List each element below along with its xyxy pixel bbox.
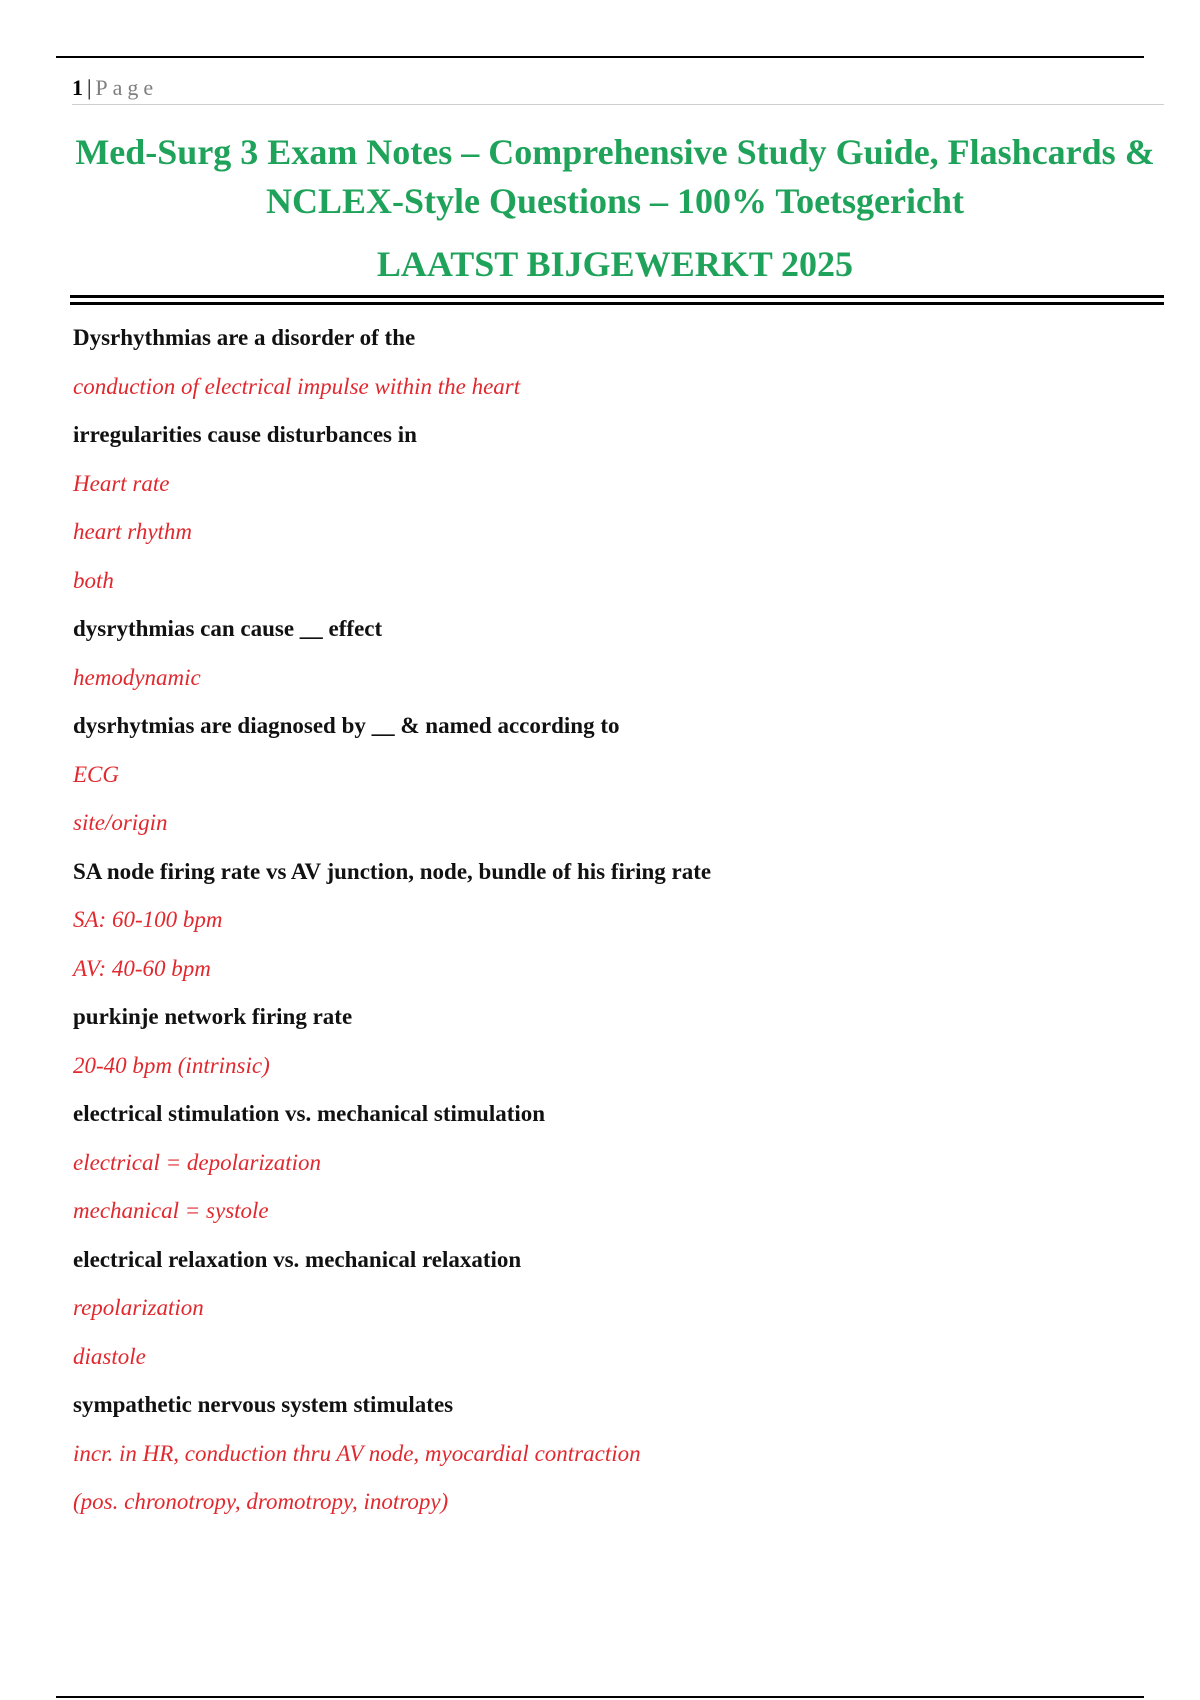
page-header: [72, 74, 1164, 105]
answer-line: repolarization: [73, 1295, 204, 1320]
question-line: Dysrhythmias are a disorder of the: [73, 325, 416, 350]
bottom-rule: [56, 1696, 1144, 1698]
notes-content: [73, 318, 1153, 1531]
answer-line: hemodynamic: [73, 664, 201, 690]
question-line: SA node firing rate vs AV junction, node, bundle of his firing rate: [73, 858, 712, 884]
answer-line: electrical = depolarization: [73, 1149, 322, 1175]
answer-line: ECG: [73, 761, 119, 787]
answer-line: heart rhythm: [73, 519, 193, 544]
answer-line: incr. in HR, conduction thru AV node, myocardial contraction: [73, 1440, 641, 1466]
answer-line: 20-40 bpm (intrinsic): [73, 1052, 270, 1078]
answer-line: both: [73, 567, 114, 593]
document-title: Med-Surg 3 Exam Notes – Comprehensive Study Guide, Flashcards & NCLEX-Style Questions – 100% Toetsgericht: [75, 132, 1155, 221]
question-line: purkinje network firing rate: [73, 1004, 353, 1029]
answer-line: site/origin: [73, 810, 168, 835]
question-line: sympathetic nervous system stimulates: [73, 1392, 454, 1417]
question-line: electrical stimulation vs. mechanical stimulation: [73, 1101, 546, 1126]
document-subtitle: LAATST BIJGEWERKT 2025: [376, 244, 854, 284]
answer-line: (pos. chronotropy, dromotropy, inotropy): [73, 1489, 449, 1514]
answer-line: conduction of electrical impulse within the heart: [73, 373, 521, 399]
page-separator: |: [87, 75, 92, 100]
top-rule: [56, 56, 1144, 58]
question-line: dysrythmias can cause __ effect: [73, 616, 383, 641]
answer-line: SA: 60-100 bpm: [73, 907, 223, 932]
page-number: 1: [72, 75, 83, 100]
answer-line: AV: 40-60 bpm: [73, 955, 211, 981]
question-line: irregularities cause disturbances in: [73, 422, 417, 447]
title-divider: [70, 295, 1164, 305]
question-line: electrical relaxation vs. mechanical relaxation: [73, 1246, 522, 1272]
answer-line: mechanical = systole: [73, 1198, 269, 1223]
answer-line: diastole: [73, 1343, 146, 1369]
page-word: Page: [95, 75, 159, 100]
question-line: dysrhytmias are diagnosed by __ & named according to: [73, 713, 620, 738]
answer-line: Heart rate: [73, 470, 170, 496]
